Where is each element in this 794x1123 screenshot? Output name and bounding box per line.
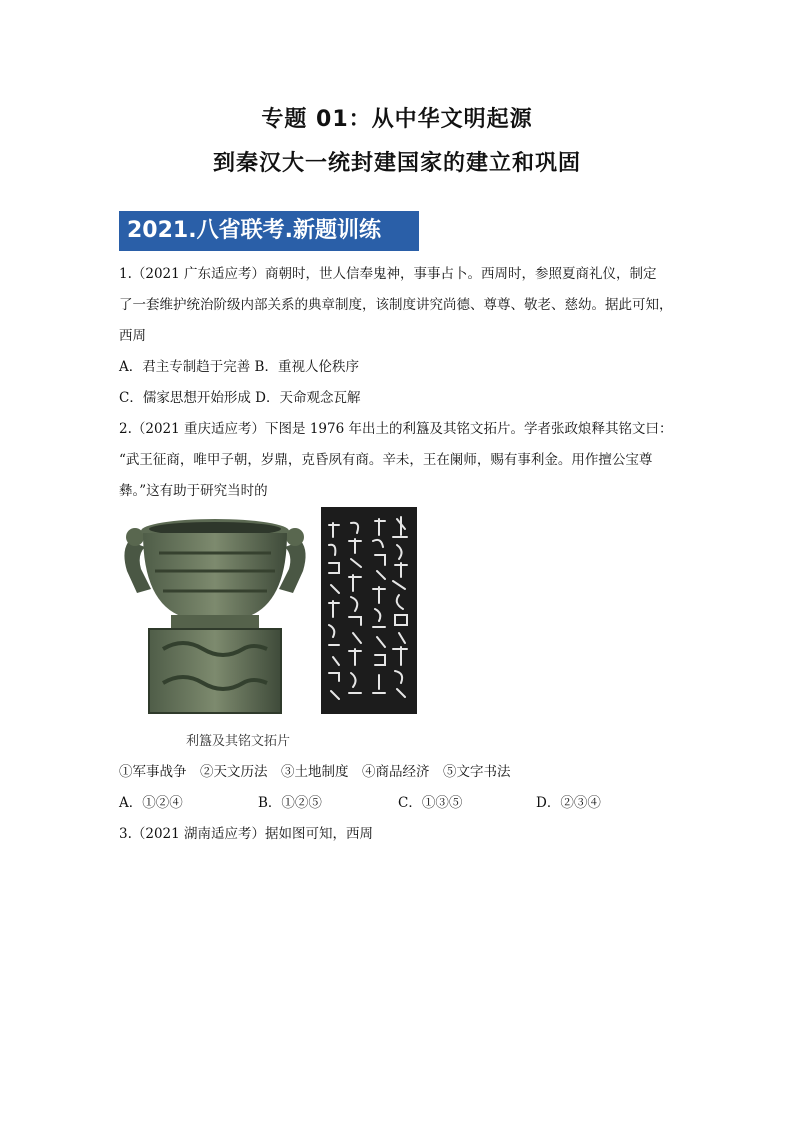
- q1-line-1: 1.（2021 广东适应考）商朝时，世人信奉鬼神，事事占卜。西周时，参照夏商礼仪，制定: [119, 266, 657, 282]
- q1-line-3: 西周: [119, 328, 146, 344]
- page-title-line1: 专题 01：从中华文明起源: [261, 107, 533, 132]
- section-banner: 2021.八省联考.新题训练: [119, 211, 419, 251]
- q2-option-c: C．①③⑤: [398, 795, 463, 811]
- q2-line-2: “武王征商，唯甲子朝，岁鼎，克昏夙有商。辛未，王在阑师，赐有事利金。用作擅公宝尊: [119, 452, 653, 468]
- q2-line-3: 彝。”这有助于研究当时的: [119, 483, 268, 499]
- q3-line-1: 3.（2021 湖南适应考）据如图可知，西周: [119, 826, 374, 842]
- q2-option-a: A．①②④: [119, 795, 183, 811]
- q1-options-1: A．君主专制趋于完善 B．重视人伦秩序: [119, 359, 359, 375]
- figure-caption: 利簋及其铭文拓片: [186, 734, 291, 749]
- inscription-rubbing-image: [321, 507, 417, 714]
- q2-option-b: B．①②⑤: [258, 795, 322, 811]
- q2-option-d: D．②③④: [536, 795, 601, 811]
- q2-line-1: 2.（2021 重庆适应考）下图是 1976 年出土的利簋及其铭文拓片。学者张政烺释其铭文曰：: [119, 421, 673, 437]
- bronze-vessel-image: [119, 513, 311, 716]
- q1-options-2: C．儒家思想开始形成 D．天命观念瓦解: [119, 390, 361, 406]
- page-title-line2: 到秦汉大一统封建国家的建立和巩固: [212, 151, 581, 176]
- q2-items: ①军事战争 ②天文历法 ③土地制度 ④商品经济 ⑤文字书法: [119, 764, 511, 780]
- q1-line-2: 了一套维护统治阶级内部关系的典章制度，该制度讲究尚德、尊尊、敬老、慈幼。据此可知，: [119, 297, 673, 313]
